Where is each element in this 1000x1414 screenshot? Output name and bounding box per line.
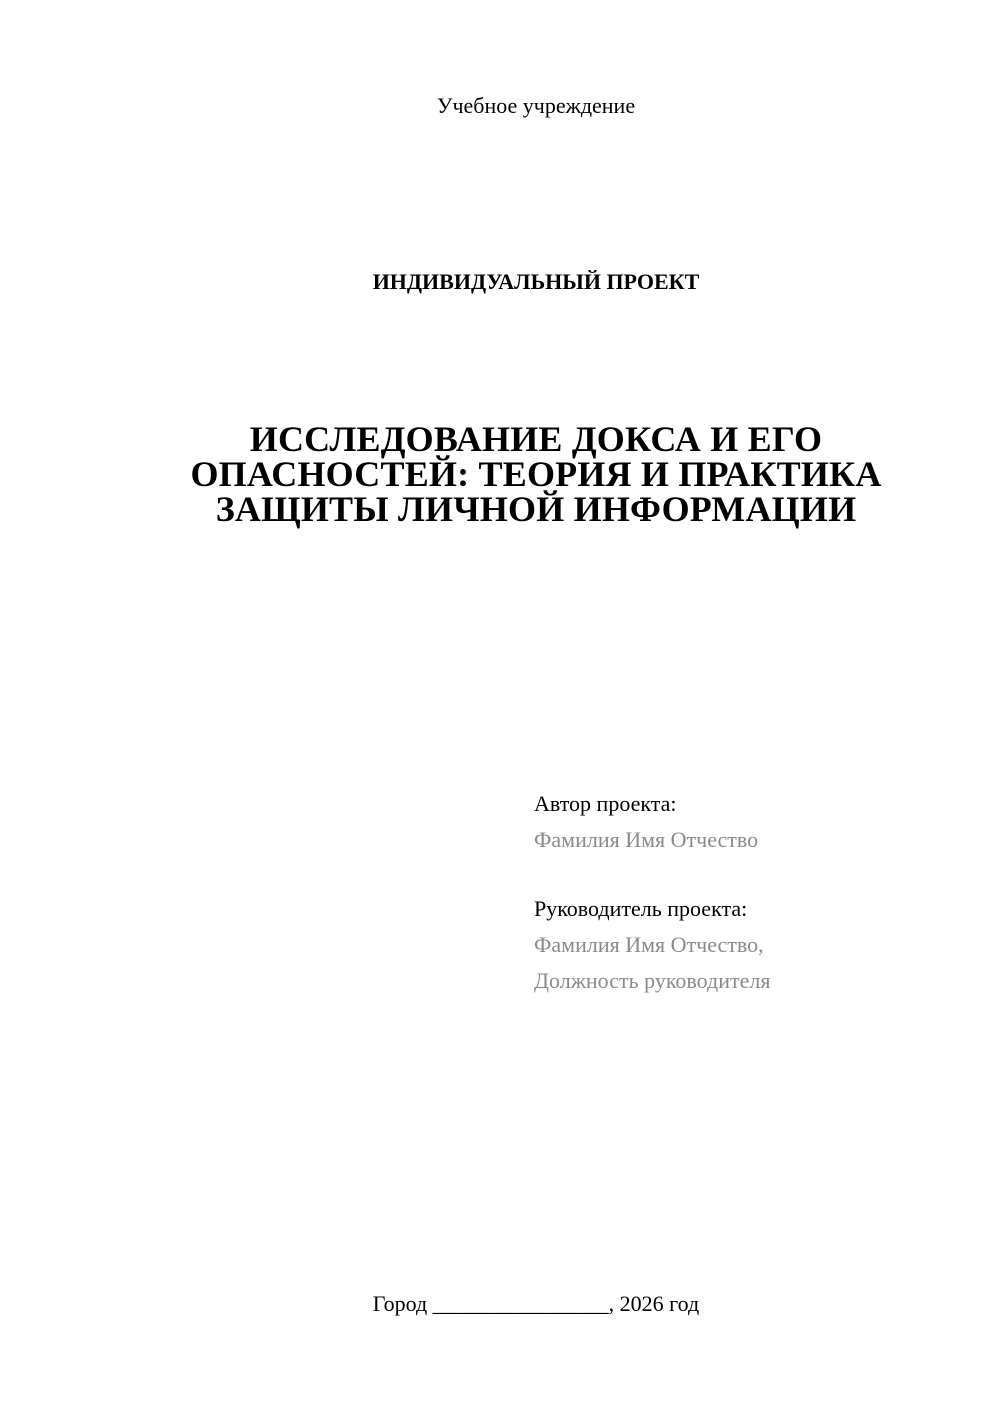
city-year-footer: Город ________________, 2026 год (372, 1291, 700, 1316)
author-block (534, 786, 758, 858)
project-title-line: ИССЛЕДОВАНИЕ ДОКСА И ЕГО (249, 419, 823, 459)
supervisor-position-placeholder: Должность руководителя (534, 968, 771, 993)
project-title-line: ЗАЩИТЫ ЛИЧНОЙ ИНФОРМАЦИИ (215, 489, 857, 529)
supervisor-name-placeholder: Фамилия Имя Отчество, (534, 932, 764, 957)
author-label: Автор проекта: (534, 791, 677, 816)
supervisor-label: Руководитель проекта: (534, 896, 748, 921)
institution-name: Учебное учреждение (436, 93, 636, 118)
author-name-placeholder: Фамилия Имя Отчество (534, 827, 759, 852)
project-type-heading: ИНДИВИДУАЛЬНЫЙ ПРОЕКТ (372, 269, 700, 294)
supervisor-block (534, 891, 770, 999)
project-title (172, 419, 900, 529)
project-title-line: ОПАСНОСТЕЙ: ТЕОРИЯ И ПРАКТИКА (190, 454, 882, 494)
